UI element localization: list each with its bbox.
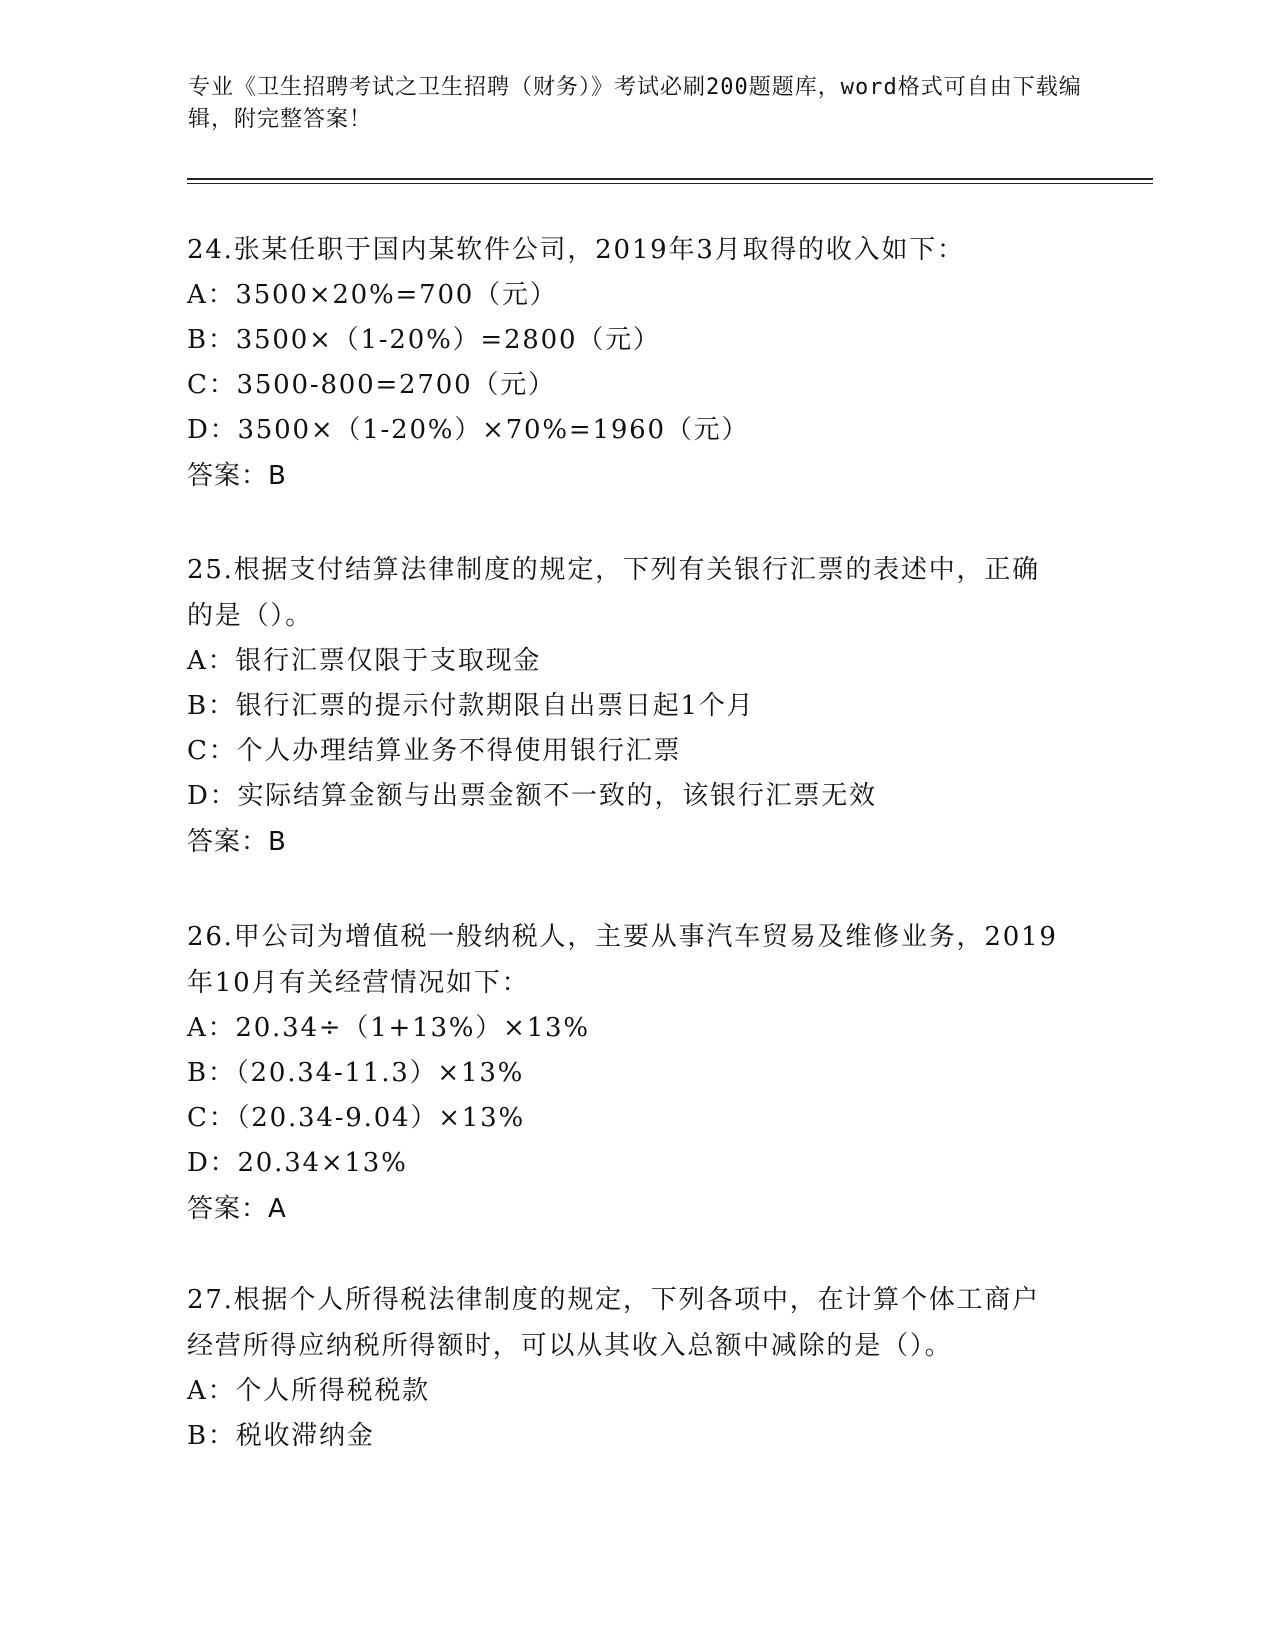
option-a: A：3500×20%=700（元）: [187, 280, 558, 310]
option-b: B：税收滞纳金: [187, 1421, 375, 1451]
question-stem: 26.甲公司为增值税一般纳税人，主要从事汽车贸易及维修业务，2019年10月有关经营情况如下：: [187, 922, 1058, 998]
question-stem: 25.根据支付结算法律制度的规定，下列有关银行汇票的表述中，正确的是（）。: [187, 555, 1040, 631]
header-divider-thick: [187, 178, 1153, 180]
answer-label: 答案：B: [187, 461, 287, 491]
question-26: [187, 914, 1067, 1232]
option-d: D：20.34×13%: [187, 1148, 408, 1178]
question-stem: 27.根据个人所得税法律制度的规定，下列各项中，在计算个体工商户经营所得应纳税所得额时，可以从其收入总额中减除的是（）。: [187, 1285, 1040, 1361]
option-a: A：20.34÷（1+13%）×13%: [187, 1013, 590, 1043]
document-header: 专业《卫生招聘考试之卫生招聘（财务）》考试必刷200题题库，word格式可自由下载编辑，附完整答案！: [188, 75, 1082, 132]
option-a: A：银行汇票仅限于支取现金: [187, 646, 542, 676]
option-d: D：3500×（1-20%）×70%=1960（元）: [187, 415, 750, 445]
option-b: B：3500×（1-20%）=2800（元）: [187, 325, 661, 355]
question-24: [187, 227, 1067, 499]
option-c: C：3500-800=2700（元）: [187, 370, 556, 400]
question-27: [187, 1277, 1067, 1459]
option-c: C：个人办理结算业务不得使用银行汇票: [187, 736, 682, 766]
option-b: B：（20.34-11.3）×13%: [187, 1058, 525, 1088]
header-divider-thin: [187, 183, 1153, 184]
option-b: B：银行汇票的提示付款期限自出票日起1个月: [187, 691, 755, 721]
option-c: C：（20.34-9.04）×13%: [187, 1103, 525, 1133]
question-25: [187, 547, 1067, 865]
question-stem: 24.张某任职于国内某软件公司，2019年3月取得的收入如下：: [187, 235, 965, 265]
option-a: A：个人所得税税款: [187, 1376, 430, 1406]
answer-label: 答案：A: [187, 1194, 287, 1224]
option-d: D：实际结算金额与出票金额不一致的，该银行汇票无效: [187, 781, 877, 811]
answer-label: 答案：B: [187, 827, 287, 857]
